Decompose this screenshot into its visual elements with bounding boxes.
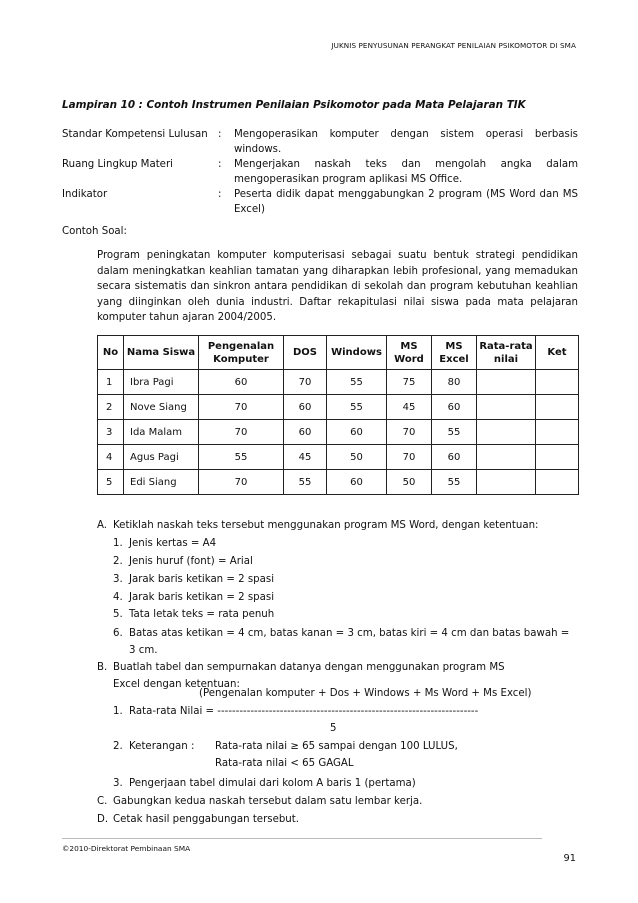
instruction-marker: C. (97, 796, 108, 807)
list-marker: 3. (113, 778, 123, 789)
list-text: Jarak baris ketikan = 2 spasi (129, 574, 275, 585)
page-title: Lampiran 10 : Contoh Instrumen Penilaian Psikomotor pada Mata Pelajaran TIK (62, 99, 526, 111)
instruction-text: Ketiklah naskah teks tersebut menggunakan program MS Word, dengan ketentuan: (113, 520, 539, 531)
list-text: Tata letak teks = rata penuh (129, 609, 275, 620)
list-text: Jenis huruf (font) = Arial (129, 556, 253, 567)
table-cell: 55 (432, 470, 477, 495)
table-cell: Edi Siang (124, 470, 199, 495)
table-cell (536, 420, 579, 445)
table-cell (477, 370, 536, 395)
meta-label: Ruang Lingkup Materi (62, 159, 173, 170)
meta-value: Peserta didik dapat menggabungkan 2 program (MS Word dan MS Excel) (234, 189, 578, 215)
table-cell: 60 (284, 395, 327, 420)
table-cell: 2 (98, 395, 124, 420)
table-cell: 70 (199, 470, 284, 495)
list-marker: 4. (113, 592, 123, 603)
table-cell (477, 420, 536, 445)
table-cell: 1 (98, 370, 124, 395)
score-table (97, 335, 579, 495)
meta-colon: : (218, 159, 222, 170)
list-marker: 2. (113, 556, 123, 567)
table-cell: 70 (387, 420, 432, 445)
table-cell: 70 (387, 445, 432, 470)
table-cell: 55 (432, 420, 477, 445)
table-cell: 5 (98, 470, 124, 495)
formula-numerator: (Pengenalan komputer + Dos + Windows + Ms Word + Ms Excel) (199, 688, 532, 699)
table-cell: Nove Siang (124, 395, 199, 420)
formula-denominator: 5 (330, 723, 337, 734)
keterangan-line-1: Rata-rata nilai ≥ 65 sampai dengan 100 LULUS, (215, 741, 458, 752)
instruction-marker: D. (97, 814, 109, 825)
meta-value: Mengerjakan naskah teks dan mengolah angka dalam mengoperasikan program aplikasi MS Office. (234, 159, 578, 185)
instruction-text: Cetak hasil penggabungan tersebut. (113, 814, 299, 825)
col-header-ms-word: MS Word (387, 336, 432, 370)
table-cell: 60 (327, 420, 387, 445)
table-cell: 60 (432, 445, 477, 470)
footer-text: ©2010-Direktorat Pembinaan SMA (62, 844, 191, 853)
table-cell: 70 (199, 395, 284, 420)
col-header-rata-rata: Rata-rata nilai (477, 336, 536, 370)
table-cell: 80 (432, 370, 477, 395)
table-cell: 70 (284, 370, 327, 395)
list-marker: 3. (113, 574, 123, 585)
table-cell: 3 (98, 420, 124, 445)
page-number: 91 (563, 853, 576, 864)
table-cell: Agus Pagi (124, 445, 199, 470)
table-cell: 45 (387, 395, 432, 420)
list-text: Jarak baris ketikan = 2 spasi (129, 592, 275, 603)
list-marker: 1. (113, 538, 123, 549)
table-cell: 4 (98, 445, 124, 470)
table-cell (477, 395, 536, 420)
col-header-windows: Windows (327, 336, 387, 370)
table-cell (536, 370, 579, 395)
list-text: Jenis kertas = A4 (129, 538, 217, 549)
meta-value: Mengoperasikan komputer dengan sistem operasi berbasis windows. (234, 129, 578, 155)
formula-line: Rata-rata Nilai = ----------------------------------------------------------------------- (129, 706, 479, 717)
table-row (98, 470, 579, 495)
meta-label: Standar Kompetensi Lulusan (62, 129, 208, 140)
instruction-marker: B. (97, 662, 108, 673)
table-cell: 75 (387, 370, 432, 395)
list-text: Pengerjaan tabel dimulai dari kolom A baris 1 (pertama) (129, 778, 416, 789)
list-marker: 5. (113, 609, 123, 620)
col-header-ket: Ket (536, 336, 579, 370)
table-cell (536, 470, 579, 495)
table-cell: 60 (199, 370, 284, 395)
table-cell (536, 445, 579, 470)
table-cell: 50 (327, 445, 387, 470)
table-cell: 60 (432, 395, 477, 420)
instruction-text: Gabungkan kedua naskah tersebut dalam satu lembar kerja. (113, 796, 423, 807)
list-marker: 6. (113, 628, 123, 639)
table-cell (477, 470, 536, 495)
meta-colon: : (218, 129, 222, 140)
keterangan-marker: 2. (113, 741, 123, 752)
table-row (98, 370, 579, 395)
table-row (98, 395, 579, 420)
list-text: Batas atas ketikan = 4 cm, batas kanan = 3 cm, batas kiri = 4 cm dan batas bawah = 3 cm. (129, 628, 570, 656)
instruction-marker: A. (97, 520, 108, 531)
meta-label: Indikator (62, 189, 108, 200)
question-paragraph: Program peningkatan komputer komputerisasi sebagai suatu bentuk strategi pendidikan dalam meningkatkan keahlian tamatan yang diharapkan lebih profesional, yang memadukan secara sistematis dan sinkron antara pendidikan di sekolah dan program kebutuhan keahlian yang diinginkan oleh dunia industri. Daftar rekapitulasi nilai siswa pada mata pelajaran komputer tahun ajaran 2004/2005. (97, 250, 578, 324)
contoh-soal-label: Contoh Soal: (62, 226, 127, 237)
col-header-dos: DOS (284, 336, 327, 370)
table-cell: 45 (284, 445, 327, 470)
table-cell: Ida Malam (124, 420, 199, 445)
table-cell (536, 395, 579, 420)
running-header: JUKNIS PENYUSUNAN PERANGKAT PENILAIAN PSIKOMOTOR DI SMA (331, 41, 576, 50)
footer-divider (62, 838, 542, 839)
col-header-no: No (98, 336, 124, 370)
table-cell (477, 445, 536, 470)
table-header-row (98, 336, 579, 370)
meta-colon: : (218, 189, 222, 200)
table-cell: 55 (327, 370, 387, 395)
table-cell: 60 (284, 420, 327, 445)
table-cell: 60 (327, 470, 387, 495)
table-cell: Ibra Pagi (124, 370, 199, 395)
col-header-pengenalan-komputer: Pengenalan Komputer (199, 336, 284, 370)
keterangan-line-2: Rata-rata nilai < 65 GAGAL (215, 758, 354, 769)
table-cell: 55 (284, 470, 327, 495)
table-cell: 55 (327, 395, 387, 420)
table-cell: 50 (387, 470, 432, 495)
formula-marker: 1. (113, 706, 123, 717)
table-cell: 70 (199, 420, 284, 445)
col-header-nama-siswa: Nama Siswa (124, 336, 199, 370)
table-row (98, 445, 579, 470)
col-header-ms-excel: MS Excel (432, 336, 477, 370)
keterangan-label: Keterangan : (129, 741, 195, 752)
table-row (98, 420, 579, 445)
table-cell: 55 (199, 445, 284, 470)
instruction-text: Buatlah tabel dan sempurnakan datanya dengan menggunakan program MS Excel dengan ketentuan: (113, 662, 505, 690)
